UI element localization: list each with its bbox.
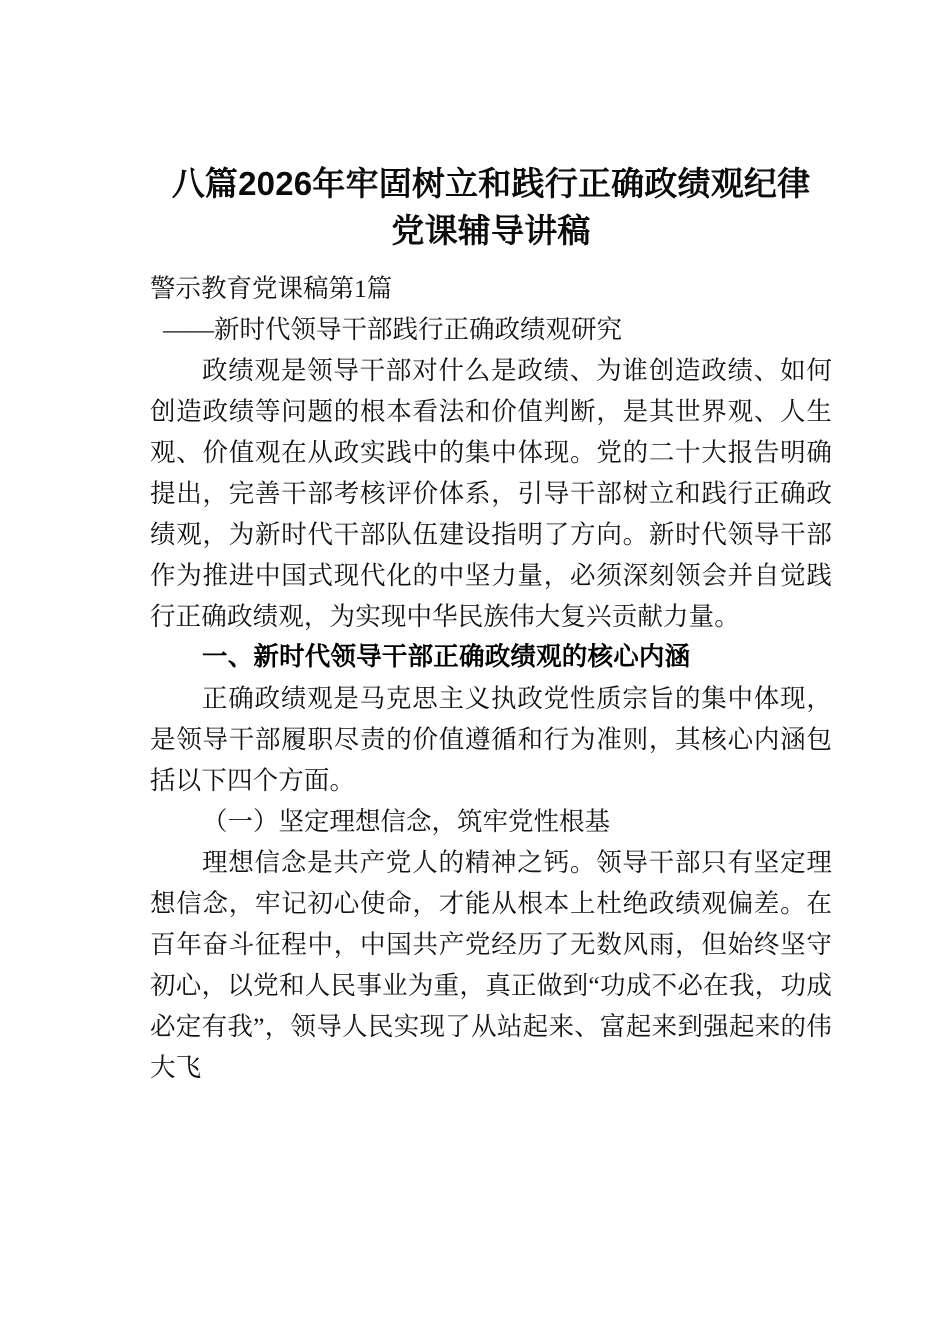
document-content (150, 160, 832, 1088)
page-title-line-1: 八篇2026年牢固树立和践行正确政绩观纪律 (171, 165, 811, 202)
page-title (150, 160, 832, 254)
page-title-line-2: 党课辅导讲稿 (391, 212, 591, 249)
subsection-heading-1-1: （一）坚定理想信念，筑牢党性根基 (202, 807, 611, 836)
document-subtitle-dash: ——新时代领导干部践行正确政绩观研究 (163, 315, 623, 344)
document-subtitle: 警示教育党课稿第1篇 (150, 274, 393, 303)
section-heading-1: 一、新时代领导干部正确政绩观的核心内涵 (202, 643, 691, 671)
paragraph-intro: 政绩观是领导干部对什么是政绩、为谁创造政绩、如何创造政绩等问题的根本看法和价值判断，是其世界观、人生观、价值观在从政实践中的集中体现。党的二十大报告明确提出，完善干部考核评价体系，引导干部树立和践行正确政绩观，为新时代干部队伍建设指明了方向。新时代领导干部作为推进中国式现代化的中坚力量，必须深刻领会并自觉践行正确政绩观，为实现中华民族伟大复兴贡献力量。 (150, 356, 832, 631)
paragraph-section-1-1-body: 理想信念是共产党人的精神之钙。领导干部只有坚定理想信念，牢记初心使命，才能从根本上杜绝政绩观偏差。在百年奋斗征程中，中国共产党经历了无数风雨，但始终坚守初心，以党和人民事业为重，真正做到“功成不必在我，功成必定有我”，领导人民实现了从站起来、富起来到强起来的伟大飞 (150, 848, 832, 1082)
paragraph-section-1-intro: 正确政绩观是马克思主义执政党性质宗旨的集中体现，是领导干部履职尽责的价值遵循和行为准则，其核心内涵包括以下四个方面。 (150, 684, 832, 795)
